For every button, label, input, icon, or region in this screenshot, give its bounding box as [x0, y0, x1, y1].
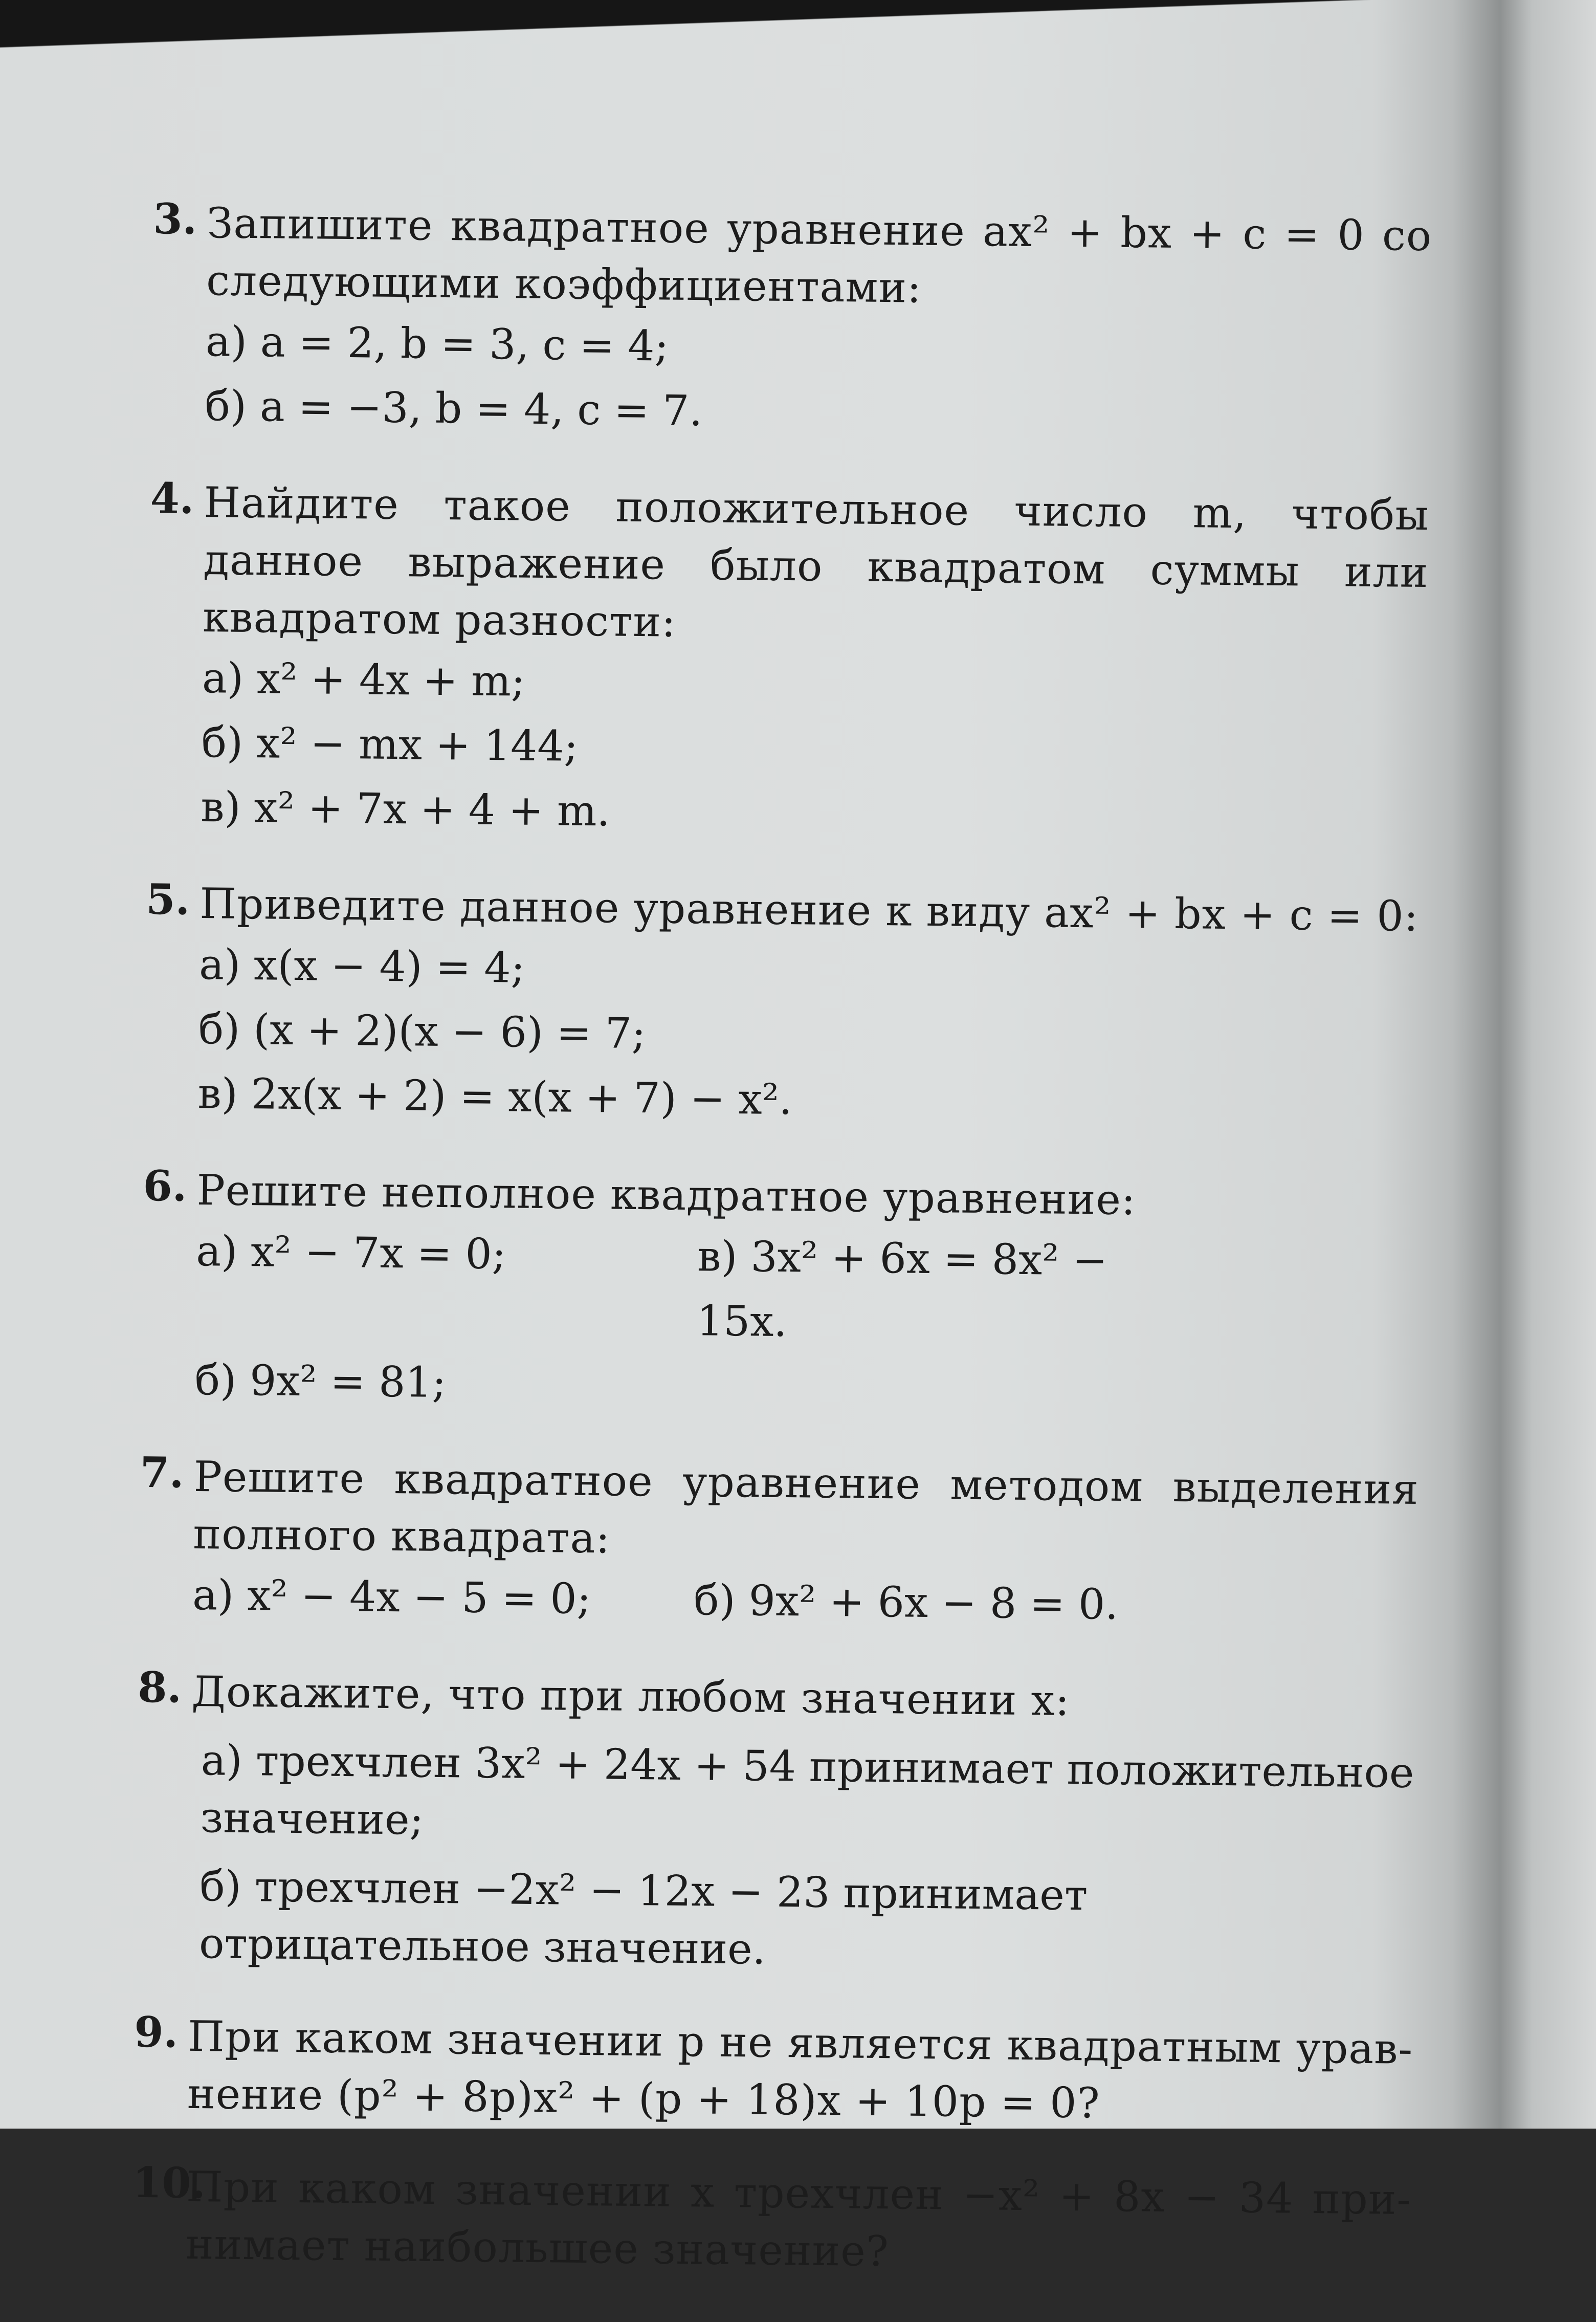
problem-10 — [131, 2158, 1411, 2286]
problem-number: 3. — [152, 194, 197, 244]
item-row — [195, 1219, 1422, 1361]
problem-item: в) x² + 7x + 4 + m. — [200, 783, 611, 836]
problem-item: а) x(x − 4) = 4; — [198, 940, 525, 993]
problem-item: а) a = 2, b = 3, c = 4; — [205, 317, 669, 371]
item-row — [192, 1563, 1418, 1640]
problem-3 — [151, 194, 1432, 451]
problem-number: 9. — [134, 2007, 179, 2057]
problem-8 — [135, 1663, 1417, 1985]
page-top-edge — [0, 0, 1596, 61]
problem-statement: При каком значении x трехчлен −x² + 8x − 34 при- нимает наибольшее значение? — [185, 2162, 1412, 2276]
problem-item: б) a = −3, b = 4, c = 7. — [205, 382, 703, 436]
problem-item: а) трехчлен 3x² + 24x + 54 принимает положительное значение; — [200, 1736, 1414, 1845]
problem-statement: Найдите такое положительное число m, чтобы данное выражение было квадратом суммы или квадратом разности: — [202, 478, 1430, 647]
problem-item: а) x² + 4x + m; — [202, 654, 526, 706]
problem-statement: Приведите данное уравнение к виду ax² + bx + c = 0: — [199, 880, 1419, 941]
problem-item: б) x² − mx + 144; — [201, 718, 579, 771]
problem-statement: Решите квадратное уравнение методом выделения полного квадрата: — [193, 1452, 1420, 1563]
problem-item: а) x² − 4x − 5 = 0; — [192, 1570, 591, 1624]
problem-number: 7. — [140, 1448, 184, 1498]
problem-5 — [144, 875, 1425, 1139]
problem-number: 5. — [146, 874, 190, 925]
problem-item: б) трехчлен −2x² − 12x − 23 принимает отрицательное значение. — [198, 1862, 1088, 1974]
problem-item: б) (x + 2)(x − 6) = 7; — [198, 1005, 646, 1059]
problem-item: в) 2x(x + 2) = x(x + 7) − x². — [197, 1069, 793, 1125]
problem-statement: Докажите, что при любом значении x: — [191, 1667, 1070, 1725]
problem-item: б) 9x² + 6x − 8 = 0. — [693, 1576, 1119, 1629]
problem-item: б) 9x² = 81; — [194, 1355, 447, 1408]
problem-7 — [139, 1448, 1420, 1640]
problem-number: 4. — [150, 473, 194, 523]
problem-list — [131, 194, 1432, 2322]
problem-item: а) x² − 7x = 0; — [195, 1226, 506, 1279]
problem-statement: Решите неполное квадратное уравнение: — [196, 1166, 1137, 1225]
problem-number: 8. — [137, 1662, 182, 1713]
problem-6 — [141, 1162, 1422, 1426]
problem-statement: При каком значении p не является квадратным урав- нение (p² + 8p)x² + (p + 18)x + 10p = 0? — [187, 2012, 1413, 2128]
problem-9 — [134, 2008, 1413, 2136]
problem-number: 10. — [132, 2158, 206, 2208]
problem-number: 6. — [143, 1161, 187, 1211]
problem-4 — [147, 474, 1429, 852]
problem-item: в) 3x² + 6x = 8x² − 15x. — [696, 1232, 1108, 1347]
problem-statement: Запишите квадратное уравнение ax² + bx + c = 0 со следующими коэффициентами: — [206, 199, 1432, 313]
